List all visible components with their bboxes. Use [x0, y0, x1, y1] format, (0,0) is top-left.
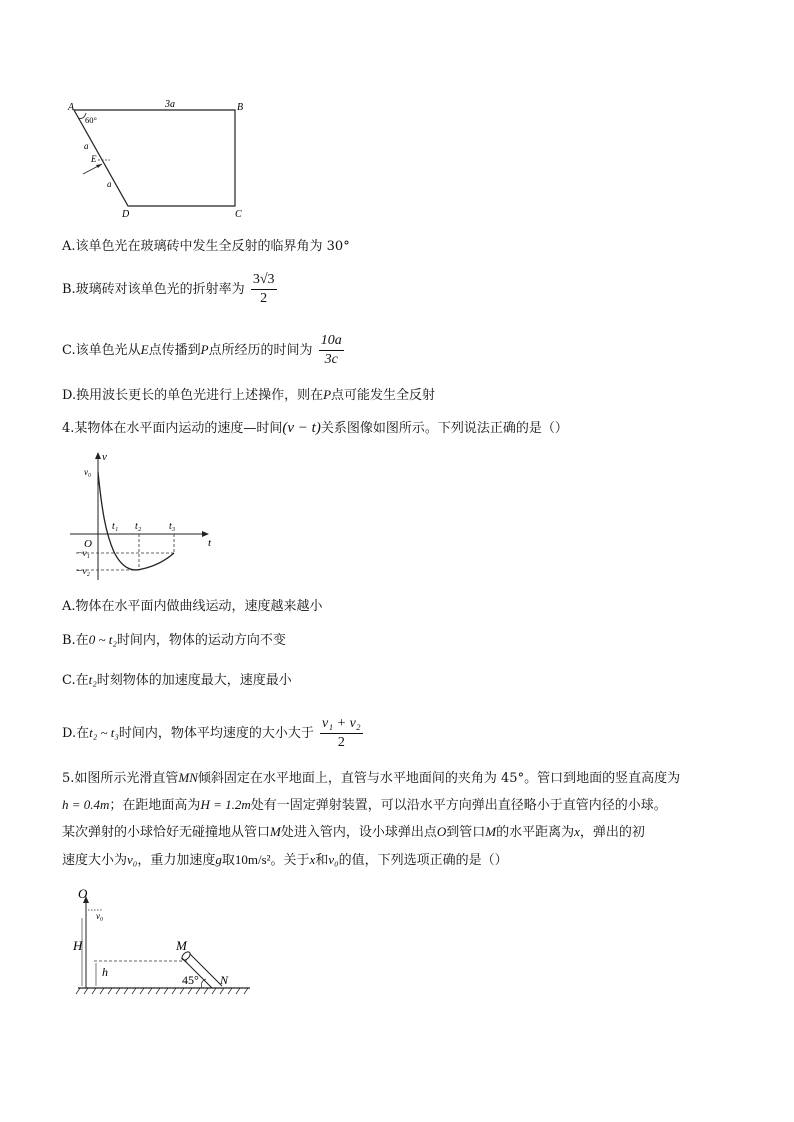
- label-t: t: [208, 537, 212, 549]
- label-neg-v1: −v₁: [76, 549, 90, 559]
- fraction-denominator: 2: [337, 735, 345, 750]
- q3-option-d-text: D.换用波长更长的单色光进行上述操作，则在: [62, 388, 324, 403]
- var-P: P: [323, 387, 332, 402]
- label-v: v: [102, 451, 107, 463]
- angle-arc: [202, 979, 207, 988]
- q5-math-g-value: 10m/s²: [234, 852, 271, 867]
- fraction-denominator: 3c: [324, 352, 338, 367]
- label-C: C: [235, 209, 242, 220]
- v-axis-arrow: [95, 452, 101, 459]
- q5-text: 处进入管内，设小球弹出点: [280, 825, 437, 840]
- label-N: N: [220, 973, 229, 987]
- q4-option-b-math: 0 ~ t₂: [88, 632, 117, 647]
- fraction-numerator: 3√3: [251, 271, 277, 290]
- fraction-numerator: 10a: [319, 332, 344, 351]
- q5-text: 的值，下列选项正确的是（）: [338, 853, 508, 868]
- q4-option-c: [62, 670, 292, 691]
- label-a-upper: a: [84, 141, 89, 151]
- brick-outline: [74, 110, 235, 206]
- q5-text: 某次弹射的小球恰好无碰撞地从管口: [62, 825, 271, 840]
- q4-option-a: A.物体在水平面内做曲线运动，速度越来越小: [62, 599, 323, 614]
- var-E: E: [140, 342, 149, 357]
- q4-stem-text: 4.某物体在水平面内运动的速度—时间: [62, 421, 283, 436]
- q5-text: 倾斜固定在水平地面上，直管与水平地面间的夹角为 45°。管口到地面的竖直高度为: [197, 771, 681, 786]
- var-v0: v₀: [127, 852, 138, 867]
- q3-option-c-text3: 点所经历的时间为: [208, 343, 313, 358]
- fraction-numerator: v₁ + v₂: [320, 715, 363, 734]
- var-x: x: [574, 824, 580, 839]
- q4-option-d-text: D.在: [62, 726, 90, 741]
- q3-option-d-text2: 点可能发生全反射: [331, 388, 436, 403]
- q3-option-c: [62, 330, 346, 371]
- label-3a: 3a: [165, 99, 175, 110]
- q5-text: ，弹出的初: [579, 825, 645, 840]
- label-neg-v2: −v₂: [76, 567, 90, 577]
- var-x: x: [309, 852, 316, 867]
- q4-stem-text2: 关系图像如图所示。下列说法正确的是（）: [320, 421, 568, 436]
- q4-stem: [62, 418, 568, 439]
- q5-text: 速度大小为: [62, 853, 128, 868]
- q3-option-b: [62, 270, 279, 310]
- vt-graph-figure: [62, 448, 222, 588]
- label-t2: t₂: [135, 521, 142, 532]
- glass-brick-figure: [62, 96, 262, 220]
- q4-stem-math: (v − t): [282, 420, 321, 436]
- q5-text: 处有一固定弹射装置，可以沿水平方向弹出直径略小于直管内径的小球。: [250, 798, 667, 813]
- label-45: 45°: [182, 973, 199, 987]
- q3-option-c-fraction: [319, 332, 344, 369]
- var-M: M: [485, 824, 497, 839]
- var-MN: MN: [178, 770, 198, 785]
- label-B: B: [237, 102, 244, 113]
- label-A: A: [68, 102, 75, 113]
- q4-option-d-math: t₂ ~ t₃: [89, 725, 119, 740]
- label-D: D: [122, 209, 130, 220]
- label-h: h: [102, 965, 108, 979]
- q5-stem-line-2: [62, 795, 667, 816]
- label-t1: t₁: [112, 521, 119, 532]
- label-t3: t₃: [169, 521, 176, 532]
- label-E: E: [91, 154, 97, 164]
- q5-text: ；在距地面高为: [109, 798, 201, 813]
- label-O: O: [78, 888, 88, 901]
- label-60: 60°: [85, 115, 97, 125]
- var-P: P: [200, 342, 209, 357]
- q4-option-d-text2: 时间内，物体平均速度的大小大于: [118, 726, 314, 741]
- label-a-lower: a: [107, 179, 112, 189]
- q5-stem-line-3: [62, 822, 645, 843]
- q5-math-h: h = 0.4m: [62, 797, 110, 812]
- label-v0: v₀: [96, 911, 104, 921]
- var-M: M: [270, 824, 281, 839]
- q4-option-c-math: t₂: [88, 672, 97, 687]
- q5-text: 取: [221, 853, 235, 868]
- q3-option-b-text: B.玻璃砖对该单色光的折射率为: [62, 282, 245, 297]
- q5-text: 到管口: [446, 825, 486, 840]
- label-M: M: [176, 938, 187, 953]
- ray-arrow: [96, 164, 102, 168]
- var-v0: v₀: [328, 852, 339, 867]
- q5-stem-line-4: [62, 850, 508, 871]
- q3-option-a: A.该单色光在玻璃砖中发生全反射的临界角为 30°: [62, 239, 350, 254]
- q5-math-H: H = 1.2m: [200, 797, 251, 812]
- q5-text: 。关于: [270, 853, 310, 868]
- q5-stem-line-1: [62, 768, 680, 789]
- launcher-tube-figure: [72, 888, 262, 1000]
- q4-option-d: [62, 713, 365, 754]
- q4-option-d-fraction: [320, 715, 363, 752]
- q4-option-b: [62, 630, 286, 651]
- var-g: g: [215, 852, 222, 867]
- q3-option-d: [62, 385, 435, 406]
- fraction-denominator: 2: [260, 291, 268, 306]
- q4-option-b-text: B.在: [62, 633, 89, 648]
- q3-option-b-fraction: [251, 271, 277, 308]
- q4-option-c-text2: 时刻物体的加速度最大，速度最小: [96, 673, 292, 688]
- label-H: H: [73, 938, 83, 953]
- q5-text: 的水平距离为: [496, 825, 575, 840]
- q5-text: 5.如图所示光滑直管: [62, 771, 179, 786]
- q5-text: ，重力加速度: [137, 853, 216, 868]
- q5-text: 和: [315, 853, 329, 868]
- q3-option-c-text2: 点传播到: [148, 343, 201, 358]
- q4-option-b-text2: 时间内，物体的运动方向不变: [116, 633, 286, 648]
- label-v0: v₀: [84, 467, 92, 477]
- label-origin: O: [84, 538, 92, 550]
- var-O: O: [436, 824, 447, 839]
- q3-option-c-text: C.该单色光从: [62, 343, 141, 358]
- q4-option-c-text: C.在: [62, 673, 89, 688]
- ground-hatching: [76, 988, 248, 994]
